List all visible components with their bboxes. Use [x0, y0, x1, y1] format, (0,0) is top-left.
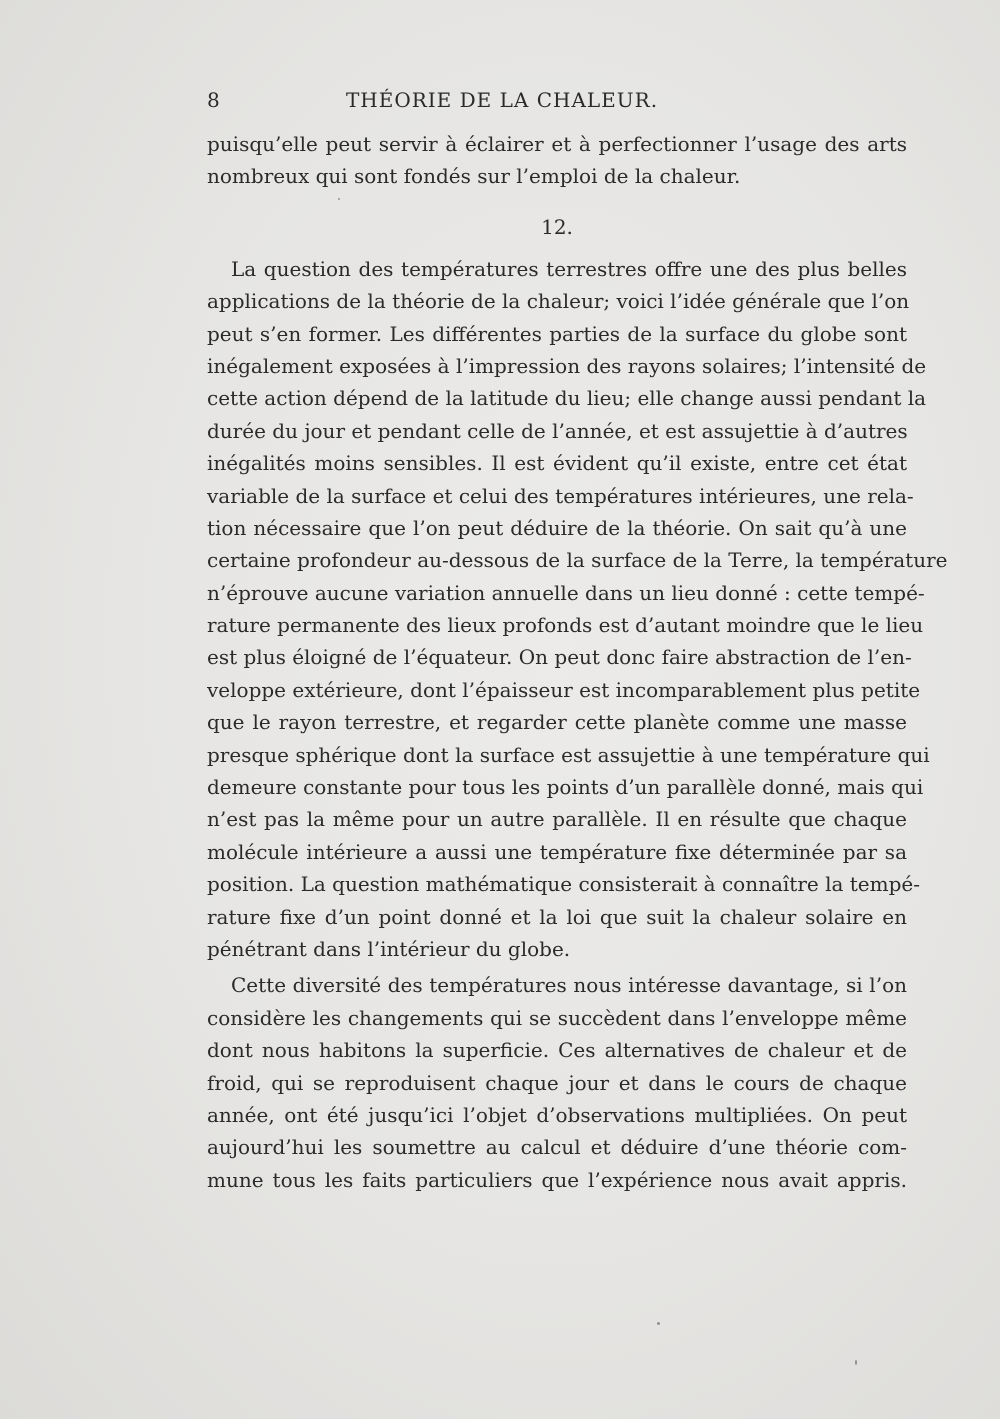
page-number: 8 — [207, 88, 221, 112]
paper-speck — [855, 1360, 857, 1365]
paragraph-1 — [207, 253, 948, 966]
text-line: que le rayon terrestre, et regarder cette planète comme une masse — [207, 710, 907, 735]
text-line: tion nécessaire que l’on peut déduire de la théorie. On sait qu’à une — [207, 515, 907, 540]
text-line: veloppe extérieure, dont l’épaisseur est incomparablement plus petite — [207, 677, 921, 702]
text-line: position. La question mathématique consisterait à connaître la tempé- — [207, 872, 920, 897]
text-line: n’est pas la même pour un autre parallèle. Il en résulte que chaque — [207, 807, 907, 832]
text-line: rature fixe d’un point donné et la loi que suit la chaleur solaire en — [207, 904, 907, 929]
page-body — [207, 128, 948, 1196]
text-line: inégalités moins sensibles. Il est évident qu’il existe, entre cet état — [207, 451, 907, 476]
text-line: dont nous habitons la superficie. Ces alternatives de chaleur et de — [207, 1038, 907, 1063]
text-line: considère les changements qui se succèdent dans l’enveloppe même — [207, 1005, 907, 1030]
text-line: est plus éloigné de l’équateur. On peut donc faire abstraction de l’en- — [207, 645, 912, 670]
text-line: pénétrant dans l’intérieur du globe. — [207, 936, 571, 961]
section-number: 12. — [541, 214, 573, 239]
text-line: presque sphérique dont la surface est assujettie à une température qui — [207, 742, 930, 767]
text-line: peut s’en former. Les différentes parties de la surface du globe sont — [207, 321, 907, 346]
text-line: rature permanente des lieux profonds est d’autant moindre que le lieu — [207, 613, 924, 638]
text-line: durée du jour et pendant celle de l’année, et est assujettie à d’autres — [207, 418, 908, 443]
text-line: demeure constante pour tous les points d’un parallèle donné, mais qui — [207, 775, 924, 800]
text-line: nombreux qui sont fondés sur l’emploi de la chaleur. — [207, 164, 741, 189]
text-line: n’éprouve aucune variation annuelle dans un lieu donné : cette tempé- — [207, 580, 925, 605]
text-line: cette action dépend de la latitude du lieu; elle change aussi pendant la — [207, 386, 927, 411]
text-line: aujourd’hui les soumettre au calcul et déduire d’une théorie com- — [207, 1135, 907, 1160]
text-line: puisqu’elle peut servir à éclairer et à perfectionner l’usage des arts — [207, 132, 907, 156]
continuation-paragraph — [207, 128, 907, 193]
text-line: certaine profondeur au-dessous de la surface de la Terre, la température — [207, 548, 948, 573]
paper-speck — [338, 198, 340, 200]
text-line: année, ont été jusqu’ici l’objet d’observations multipliées. On peut — [207, 1102, 907, 1127]
text-line: inégalement exposées à l’impression des rayons solaires; l’intensité de — [207, 353, 927, 378]
text-line: La question des températures terrestres offre une des plus belles — [231, 256, 907, 281]
text-line: froid, qui se reproduisent chaque jour et dans le cours de chaque — [207, 1070, 907, 1095]
text-line: molécule intérieure a aussi une température fixe déterminée par sa — [207, 839, 907, 864]
text-line: applications de la théorie de la chaleur; voici l’idée générale que l’on — [207, 289, 910, 314]
paper-speck — [657, 1322, 660, 1325]
paragraph-2 — [207, 969, 907, 1196]
page-header — [207, 88, 737, 118]
text-line: mune tous les faits particuliers que l’expérience nous avait appris. — [207, 1167, 907, 1192]
text-line: Cette diversité des températures nous intéresse davantage, si l’on — [231, 973, 907, 998]
running-title: THÉORIE DE LA CHALEUR. — [345, 88, 659, 112]
text-line: variable de la surface et celui des températures intérieures, une rela- — [207, 483, 914, 508]
